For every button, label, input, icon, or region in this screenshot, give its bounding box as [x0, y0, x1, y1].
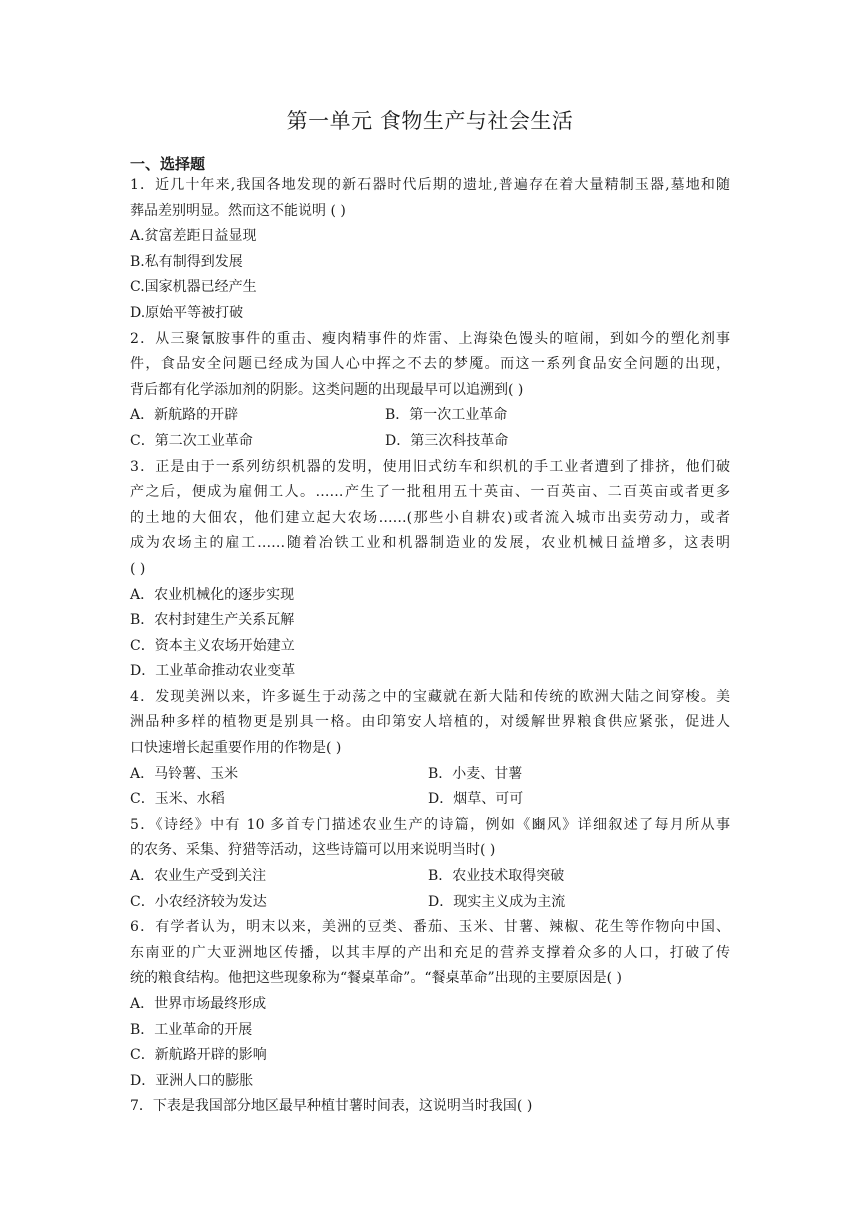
question-4: [130, 685, 730, 813]
option-d: D．现实主义成为主流: [428, 893, 566, 910]
question-stem-line: 产之后，便成为雇佣工人。……产生了一批租用五十英亩、一百英亩、二百英亩或者更多: [130, 484, 730, 501]
question-stem-line: 1．近几十年来,我国各地发现的新石器时代后期的遗址,普遍存在着大量精制玉器,墓地和随: [130, 177, 730, 193]
option-d: D．工业革命推动农业变革: [130, 663, 296, 680]
question-6: [130, 915, 730, 1094]
option-b: B．工业革命的开展: [130, 1021, 253, 1038]
option-row: [130, 864, 730, 890]
question-stem-line: 件，食品安全问题已经成为国人心中挥之不去的梦魇。而这一系列食品安全问题的出现，: [130, 356, 730, 373]
option-d: D.原始平等被打破: [130, 304, 244, 321]
option-row: [130, 429, 730, 455]
question-list: [130, 173, 730, 1120]
option-d: D．烟草、可可: [428, 791, 524, 808]
question-5: [130, 813, 730, 915]
question-stem-line: 背后都有化学添加剂的阴影。这类问题的出现最早可以追溯到( ): [130, 381, 524, 398]
question-stem-line: 4．发现美洲以来，许多诞生于动荡之中的宝藏就在新大陆和传统的欧洲大陆之间穿梭。美: [130, 688, 730, 705]
question-stem-line: 成为农场主的雇工……随着冶铁工业和机器制造业的发展，农业机械日益增多，这表明: [130, 535, 730, 552]
question-stem-line: 统的粮食结构。他把这些现象称为“餐桌革命”。“餐桌革命”出现的主要原因是( ): [130, 970, 623, 987]
question-3: [130, 455, 730, 685]
option-a: A．世界市场最终形成: [130, 996, 267, 1012]
question-stem-line: 口快速增长起重要作用的作物是( ): [130, 740, 342, 757]
question-1: [130, 173, 730, 327]
option-a: A．新航路的开辟: [130, 407, 239, 424]
question-stem-line: 洲品种多样的植物更是别具一格。由印第安人培植的，对缓解世界粮食供应紧张，促进人: [130, 714, 730, 731]
option-b: B.私有制得到发展: [130, 253, 243, 270]
question-stem-line: 3．正是由于一系列纺织机器的发明，使用旧式纺车和织机的手工业者遭到了排挤，他们破: [130, 458, 730, 475]
option-a: A．农业生产受到关注: [130, 868, 267, 885]
question-stem-line: 2．从三聚氰胺事件的重击、瘦肉精事件的炸雷、上海染色馒头的喧闹，到如今的塑化剂事: [130, 330, 730, 347]
option-d: D．第三次科技革命: [385, 432, 509, 449]
option-c: C．新航路开辟的影响: [130, 1047, 267, 1064]
option-row: [130, 787, 730, 813]
question-stem-line: 6．有学者认为，明末以来，美洲的豆类、番茄、玉米、甘薯、辣椒、花生等作物向中国、: [130, 919, 730, 936]
question-7: [130, 1094, 730, 1120]
option-d: D．亚洲人口的膨胀: [130, 1072, 254, 1089]
option-c: C．资本主义农场开始建立: [130, 637, 295, 654]
option-c: C．第二次工业革命: [130, 432, 253, 449]
question-stem-line: 东南亚的广大亚洲地区传播，以其丰厚的产出和充足的营养支撑着众多的人口，打破了传: [130, 944, 730, 961]
option-b: B．小麦、甘薯: [428, 765, 523, 782]
question-2: [130, 327, 730, 455]
document-title: 第一单元 食物生产与社会生活: [286, 109, 574, 133]
option-c: C．小农经济较为发达: [130, 893, 267, 910]
question-stem-line: 葬品差别明显。然而这不能说明 ( ): [130, 202, 346, 219]
option-row: [130, 762, 730, 788]
section-heading: 一、选择题: [130, 155, 206, 173]
question-stem-line: 5．《诗经》中有 10 多首专门描述农业生产的诗篇，例如《豳风》详细叙述了每月所从事: [130, 816, 730, 833]
option-b: B．农村封建生产关系瓦解: [130, 612, 295, 629]
option-c: C.国家机器已经产生: [130, 279, 257, 296]
option-row: [130, 890, 730, 916]
option-a: A．农业机械化的逐步实现: [130, 586, 295, 603]
option-row: [130, 403, 730, 429]
option-a: A．马铃薯、玉米: [130, 765, 239, 782]
option-c: C．玉米、水稻: [130, 791, 225, 808]
question-stem-line: 7．下表是我国部分地区最早种植甘薯时间表，这说明当时我国( ): [130, 1098, 533, 1115]
question-stem-line: ( ): [130, 560, 146, 577]
option-b: B．第一次工业革命: [385, 407, 508, 424]
option-a: A.贫富差距日益显现: [130, 228, 257, 245]
question-stem-line: 的农务、采集、狩猎等活动，这些诗篇可以用来说明当时( ): [130, 842, 496, 859]
option-b: B．农业技术取得突破: [428, 868, 565, 885]
question-stem-line: 的土地的大佃农，他们建立起大农场……(那些小自耕农)或者流入城市出卖劳动力，或者: [130, 509, 730, 526]
